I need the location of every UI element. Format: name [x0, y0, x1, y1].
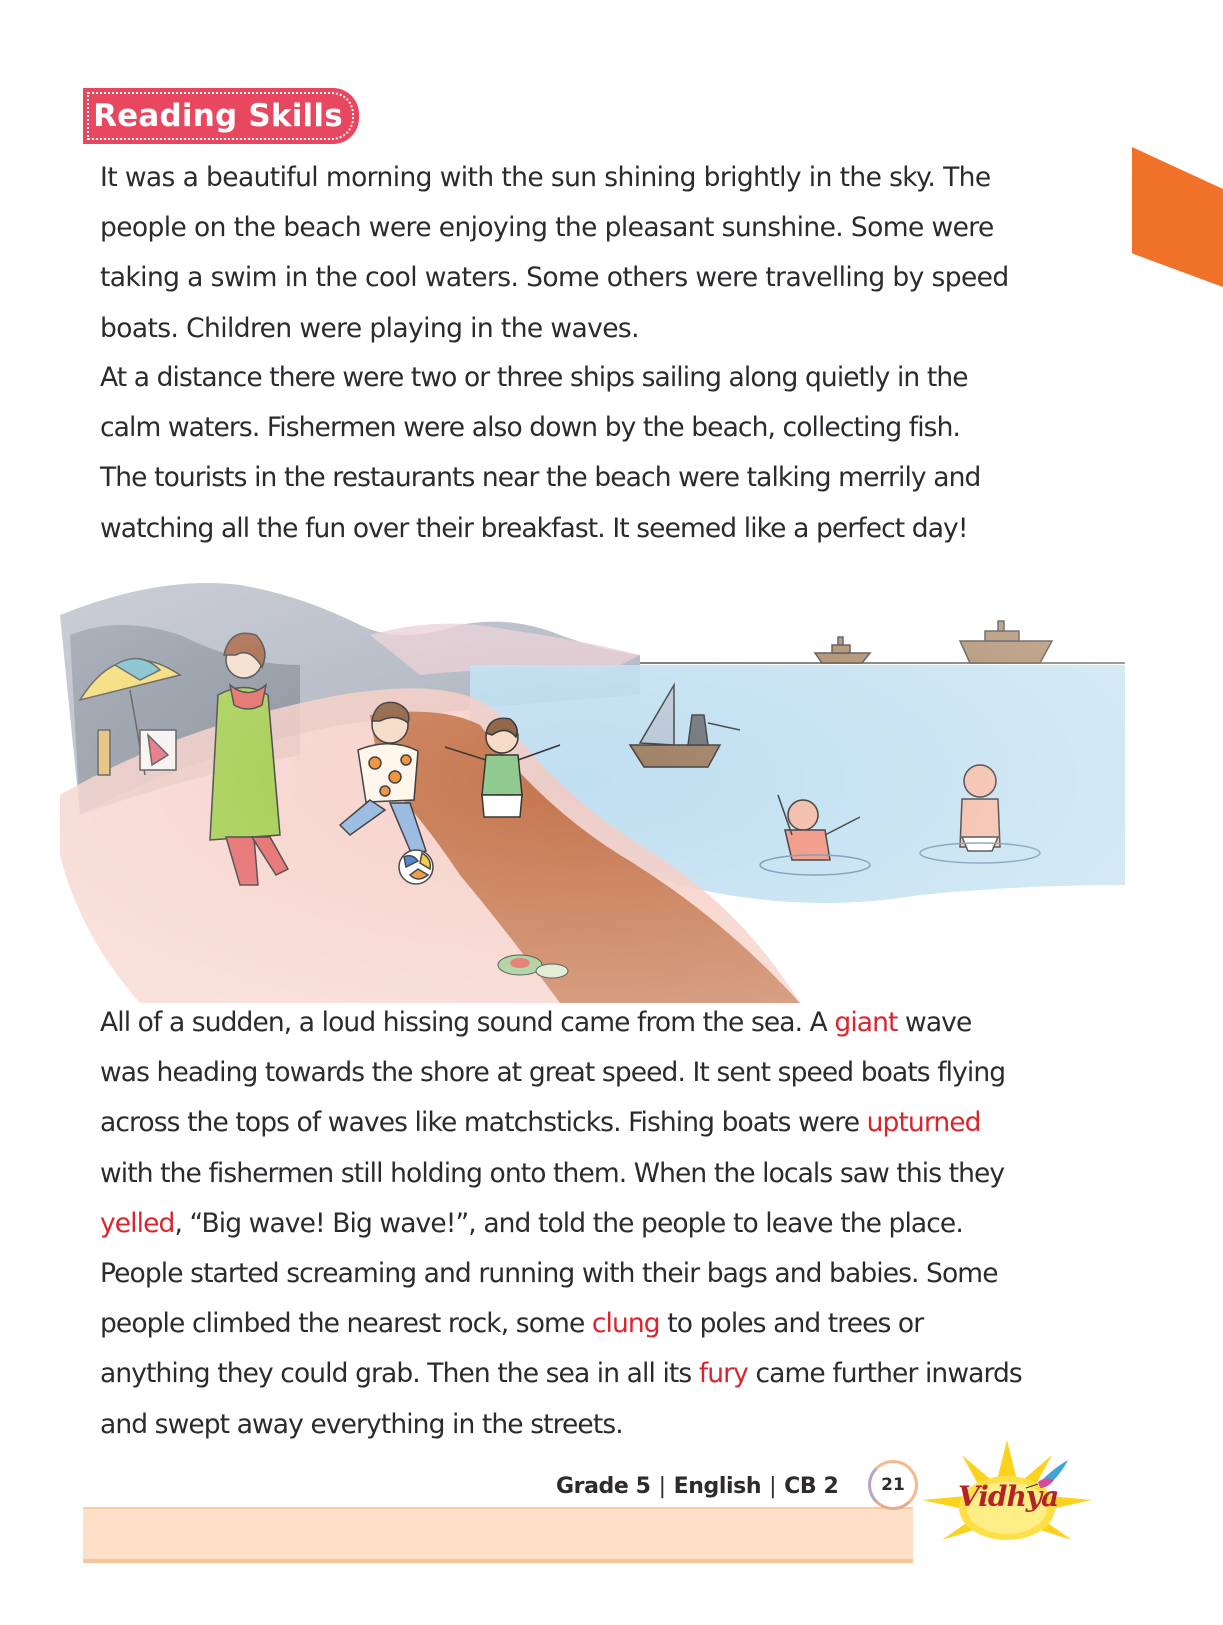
text-segment: to poles and trees or [659, 1308, 924, 1340]
text-line [100, 1349, 1110, 1399]
text-line: watching all the fun over their breakfast. It seemed like a perfect day! [100, 512, 968, 544]
text-segment: came further inwards [747, 1358, 1022, 1390]
footer-book: CB 2 [784, 1473, 839, 1499]
page-tab-decoration [1132, 147, 1223, 287]
vocabulary-word-yelled: yelled [100, 1207, 175, 1239]
text-line: with the fishermen still holding onto them. When the locals saw this they [100, 1157, 1005, 1189]
paragraph-2 [100, 353, 1110, 554]
text-line: and swept away everything in the streets. [100, 1408, 623, 1440]
text-line: calm waters. Fishermen were also down by the beach, collecting fish. [100, 412, 961, 444]
text-line [100, 1098, 1110, 1148]
paragraph-1 [100, 153, 1110, 354]
text-segment: people climbed the nearest rock, some [100, 1308, 592, 1340]
text-line [100, 998, 1110, 1048]
logo-text: Vidhya [958, 1480, 1059, 1513]
text-line: People started screaming and running with their bags and babies. Some [100, 1258, 998, 1290]
text-line: It was a beautiful morning with the sun shining brightly in the sky. The [100, 162, 991, 193]
footer-separator: | [658, 1473, 666, 1499]
text-line: The tourists in the restaurants near the beach were talking merrily and [100, 462, 981, 494]
footer-subject: English [673, 1473, 762, 1499]
text-line: was heading towards the shore at great speed. It sent speed boats flying [100, 1057, 1006, 1089]
text-segment: All of a sudden, a loud hissing sound came from the sea. A [100, 1007, 835, 1038]
footer-separator: | [769, 1473, 777, 1499]
vocabulary-word-fury: fury [698, 1358, 748, 1390]
beach-illustration [40, 555, 1125, 1003]
page-number: 21 [881, 1475, 905, 1495]
footer-grade: Grade 5 [556, 1473, 651, 1499]
footer-book-info [556, 1470, 838, 1502]
text-line [100, 1299, 1110, 1349]
text-line: boats. Children were playing in the waves. [100, 312, 639, 344]
vocabulary-word-clung: clung [591, 1308, 660, 1340]
text-segment: across the tops of waves like matchsticks. Fishing boats were [100, 1107, 867, 1139]
vocabulary-word-giant: giant [834, 1007, 898, 1038]
vocabulary-word-upturned: upturned [866, 1107, 981, 1139]
text-segment: wave [897, 1007, 972, 1038]
text-line [100, 1199, 1110, 1249]
page-number-badge [868, 1460, 918, 1510]
text-segment: , “Big wave! Big wave!”, and told the people to leave the place. [174, 1207, 963, 1239]
text-line: At a distance there were two or three ships sailing along quietly in the [100, 362, 968, 393]
paragraph-3 [100, 998, 1110, 1450]
text-line: taking a swim in the cool waters. Some others were travelling by speed [100, 262, 1009, 294]
text-segment: anything they could grab. Then the sea in all its [100, 1358, 699, 1390]
footer-bar [83, 1507, 913, 1559]
section-title: Reading Skills [93, 98, 343, 134]
vidhya-logo [922, 1440, 1092, 1550]
section-header-badge [83, 88, 359, 144]
text-line: people on the beach were enjoying the pleasant sunshine. Some were [100, 212, 994, 244]
